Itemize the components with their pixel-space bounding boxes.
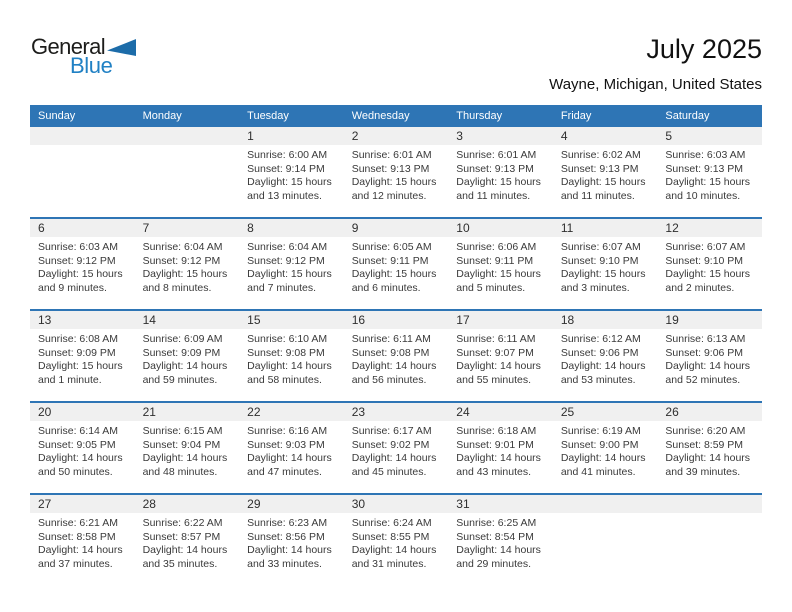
day-number: 8	[239, 219, 344, 237]
cell-daylight2: and 35 minutes.	[142, 557, 218, 570]
cell-daylight1: Daylight: 14 hours	[456, 360, 541, 372]
day-cell-22	[239, 403, 344, 493]
day-cell-empty	[553, 495, 658, 585]
cell-sunset: Sunset: 9:08 PM	[247, 346, 325, 359]
day-cell-14	[135, 311, 240, 401]
day-cell-29	[239, 495, 344, 585]
day-number: 22	[239, 403, 344, 421]
cell-daylight2: and 53 minutes.	[560, 373, 636, 386]
cell-sunset: Sunset: 9:04 PM	[142, 438, 221, 451]
cell-daylight2: and 3 minutes.	[560, 281, 630, 294]
weekday-header-saturday: Saturday	[665, 110, 710, 122]
cell-daylight1: Daylight: 14 hours	[38, 452, 123, 464]
cell-sunrise: Sunrise: 6:02 AM	[560, 149, 641, 161]
cell-daylight2: and 29 minutes.	[456, 557, 531, 570]
logo-text-blue: Blue	[70, 53, 113, 78]
cell-daylight1: Daylight: 15 hours	[560, 176, 646, 188]
day-cell-11	[553, 219, 658, 309]
day-number: 7	[135, 219, 240, 237]
cell-sunset: Sunset: 8:56 PM	[247, 530, 325, 543]
cell-sunset: Sunset: 9:00 PM	[560, 438, 639, 451]
calendar-weeks	[30, 127, 762, 585]
cell-daylight1: Daylight: 14 hours	[38, 544, 123, 556]
day-cell-31	[448, 495, 553, 585]
weekday-header-wednesday: Wednesday	[351, 110, 410, 122]
cell-sunset: Sunset: 9:09 PM	[142, 346, 221, 359]
cell-daylight2: and 56 minutes.	[351, 373, 427, 386]
cell-sunset: Sunset: 9:13 PM	[456, 162, 534, 175]
cell-daylight1: Daylight: 14 hours	[247, 452, 332, 464]
cell-daylight2: and 52 minutes.	[665, 373, 741, 386]
general-blue-logo	[31, 36, 136, 77]
day-cell-27	[30, 495, 135, 585]
page-location: Wayne, Michigan, United States	[549, 76, 762, 93]
cell-daylight1: Daylight: 15 hours	[665, 268, 751, 280]
cell-daylight2: and 12 minutes.	[351, 189, 427, 202]
cell-daylight1: Daylight: 14 hours	[665, 360, 751, 372]
cell-sunset: Sunset: 8:55 PM	[351, 530, 430, 543]
cell-daylight1: Daylight: 15 hours	[665, 176, 751, 188]
day-number: 19	[657, 311, 762, 329]
cell-daylight1: Daylight: 15 hours	[456, 176, 541, 188]
cell-sunrise: Sunrise: 6:14 AM	[38, 425, 118, 437]
day-number: 14	[135, 311, 240, 329]
cell-daylight2: and 6 minutes.	[351, 281, 421, 294]
cell-daylight1: Daylight: 15 hours	[38, 268, 123, 280]
day-number: 1	[239, 127, 344, 145]
cell-sunrise: Sunrise: 6:03 AM	[665, 149, 746, 161]
day-number: 28	[135, 495, 240, 513]
week-row	[30, 217, 762, 309]
cell-sunset: Sunset: 9:08 PM	[351, 346, 430, 359]
day-number: 24	[448, 403, 553, 421]
cell-sunset: Sunset: 9:12 PM	[247, 254, 325, 267]
cell-daylight1: Daylight: 14 hours	[665, 452, 751, 464]
day-cell-2	[344, 127, 449, 217]
cell-daylight2: and 43 minutes.	[456, 465, 531, 478]
cell-daylight2: and 39 minutes.	[665, 465, 741, 478]
cell-sunrise: Sunrise: 6:23 AM	[247, 517, 328, 529]
cell-sunrise: Sunrise: 6:01 AM	[351, 149, 432, 161]
day-number: 27	[30, 495, 135, 513]
cell-daylight2: and 2 minutes.	[665, 281, 735, 294]
cell-sunrise: Sunrise: 6:00 AM	[247, 149, 328, 161]
cell-daylight2: and 33 minutes.	[247, 557, 322, 570]
cell-daylight1: Daylight: 14 hours	[247, 544, 332, 556]
cell-sunrise: Sunrise: 6:18 AM	[456, 425, 537, 437]
day-number: 31	[448, 495, 553, 513]
day-number: 20	[30, 403, 135, 421]
cell-sunrise: Sunrise: 6:24 AM	[351, 517, 432, 529]
cell-daylight1: Daylight: 14 hours	[351, 452, 437, 464]
cell-sunrise: Sunrise: 6:20 AM	[665, 425, 746, 437]
day-number: 4	[553, 127, 658, 145]
day-cell-10	[448, 219, 553, 309]
cell-sunrise: Sunrise: 6:07 AM	[665, 241, 746, 253]
cell-sunset: Sunset: 8:54 PM	[456, 530, 534, 543]
cell-sunset: Sunset: 9:11 PM	[351, 254, 429, 267]
cell-daylight1: Daylight: 14 hours	[560, 360, 646, 372]
day-number: 10	[448, 219, 553, 237]
day-cell-empty	[657, 495, 762, 585]
day-number: 17	[448, 311, 553, 329]
cell-sunset: Sunset: 9:12 PM	[142, 254, 221, 267]
day-cell-24	[448, 403, 553, 493]
cell-sunrise: Sunrise: 6:22 AM	[142, 517, 223, 529]
cell-daylight1: Daylight: 14 hours	[351, 544, 437, 556]
day-number	[657, 495, 762, 513]
cell-daylight2: and 59 minutes.	[142, 373, 218, 386]
cell-daylight2: and 48 minutes.	[142, 465, 218, 478]
day-cell-1	[239, 127, 344, 217]
cell-sunrise: Sunrise: 6:04 AM	[142, 241, 223, 253]
weekday-header-sunday: Sunday	[38, 110, 76, 122]
day-number: 13	[30, 311, 135, 329]
day-number: 18	[553, 311, 658, 329]
page-title: July 2025	[646, 34, 762, 64]
cell-daylight1: Daylight: 14 hours	[456, 544, 541, 556]
cell-daylight2: and 58 minutes.	[247, 373, 322, 386]
cell-sunrise: Sunrise: 6:08 AM	[38, 333, 118, 345]
day-cell-28	[135, 495, 240, 585]
day-cell-18	[553, 311, 658, 401]
weekday-header-monday: Monday	[142, 110, 182, 122]
cell-sunset: Sunset: 9:02 PM	[351, 438, 430, 451]
day-number: 26	[657, 403, 762, 421]
cell-sunrise: Sunrise: 6:19 AM	[560, 425, 641, 437]
cell-sunset: Sunset: 9:13 PM	[351, 162, 430, 175]
cell-sunrise: Sunrise: 6:06 AM	[456, 241, 537, 253]
cell-daylight2: and 47 minutes.	[247, 465, 322, 478]
day-cell-21	[135, 403, 240, 493]
calendar-table	[30, 105, 762, 585]
cell-daylight2: and 55 minutes.	[456, 373, 531, 386]
cell-sunrise: Sunrise: 6:15 AM	[142, 425, 223, 437]
cell-daylight2: and 11 minutes.	[560, 189, 635, 202]
week-row	[30, 493, 762, 585]
day-cell-19	[657, 311, 762, 401]
cell-daylight1: Daylight: 15 hours	[38, 360, 123, 372]
cell-daylight2: and 13 minutes.	[247, 189, 322, 202]
cell-daylight2: and 8 minutes.	[142, 281, 212, 294]
weekday-header-row	[30, 105, 762, 127]
day-number: 5	[657, 127, 762, 145]
day-cell-12	[657, 219, 762, 309]
week-row	[30, 127, 762, 217]
cell-sunset: Sunset: 9:03 PM	[247, 438, 325, 451]
week-row	[30, 309, 762, 401]
cell-sunset: Sunset: 9:07 PM	[456, 346, 534, 359]
day-cell-13	[30, 311, 135, 401]
cell-sunset: Sunset: 8:58 PM	[38, 530, 116, 543]
cell-sunset: Sunset: 9:11 PM	[456, 254, 534, 267]
day-cell-16	[344, 311, 449, 401]
cell-sunrise: Sunrise: 6:05 AM	[351, 241, 432, 253]
day-cell-5	[657, 127, 762, 217]
cell-sunrise: Sunrise: 6:07 AM	[560, 241, 641, 253]
weekday-header-friday: Friday	[560, 110, 592, 122]
cell-sunrise: Sunrise: 6:12 AM	[560, 333, 641, 345]
cell-daylight2: and 45 minutes.	[351, 465, 427, 478]
day-number: 3	[448, 127, 553, 145]
cell-sunrise: Sunrise: 6:04 AM	[247, 241, 328, 253]
cell-sunset: Sunset: 9:13 PM	[560, 162, 639, 175]
cell-sunset: Sunset: 9:01 PM	[456, 438, 534, 451]
cell-daylight1: Daylight: 14 hours	[456, 452, 541, 464]
day-number: 15	[239, 311, 344, 329]
cell-sunset: Sunset: 9:05 PM	[38, 438, 116, 451]
day-number	[553, 495, 658, 513]
cell-sunset: Sunset: 9:12 PM	[38, 254, 116, 267]
day-number: 23	[344, 403, 449, 421]
cell-daylight2: and 7 minutes.	[247, 281, 317, 294]
cell-daylight1: Daylight: 14 hours	[142, 360, 228, 372]
day-cell-30	[344, 495, 449, 585]
cell-sunset: Sunset: 9:14 PM	[247, 162, 325, 175]
day-cell-7	[135, 219, 240, 309]
cell-daylight2: and 50 minutes.	[38, 465, 113, 478]
cell-daylight1: Daylight: 14 hours	[247, 360, 332, 372]
cell-sunset: Sunset: 8:59 PM	[665, 438, 744, 451]
cell-daylight2: and 41 minutes.	[560, 465, 636, 478]
day-number	[135, 127, 240, 145]
cell-daylight1: Daylight: 15 hours	[456, 268, 541, 280]
cell-sunset: Sunset: 9:10 PM	[560, 254, 639, 267]
cell-daylight1: Daylight: 14 hours	[142, 452, 228, 464]
cell-daylight2: and 37 minutes.	[38, 557, 113, 570]
cell-sunset: Sunset: 9:06 PM	[665, 346, 744, 359]
cell-sunrise: Sunrise: 6:13 AM	[665, 333, 746, 345]
day-cell-empty	[135, 127, 240, 217]
weekday-header-tuesday: Tuesday	[247, 110, 289, 122]
cell-sunrise: Sunrise: 6:25 AM	[456, 517, 537, 529]
day-number: 11	[553, 219, 658, 237]
weekday-header-thursday: Thursday	[456, 110, 503, 122]
day-number: 25	[553, 403, 658, 421]
cell-daylight1: Daylight: 15 hours	[351, 268, 437, 280]
day-cell-8	[239, 219, 344, 309]
cell-sunset: Sunset: 9:09 PM	[38, 346, 116, 359]
cell-daylight1: Daylight: 14 hours	[142, 544, 228, 556]
day-cell-25	[553, 403, 658, 493]
cell-daylight1: Daylight: 15 hours	[247, 176, 332, 188]
cell-sunset: Sunset: 9:10 PM	[665, 254, 744, 267]
cell-daylight1: Daylight: 14 hours	[351, 360, 437, 372]
cell-daylight1: Daylight: 14 hours	[560, 452, 646, 464]
cell-daylight2: and 31 minutes.	[351, 557, 427, 570]
cell-sunrise: Sunrise: 6:10 AM	[247, 333, 328, 345]
cell-sunrise: Sunrise: 6:03 AM	[38, 241, 118, 253]
cell-sunset: Sunset: 8:57 PM	[142, 530, 221, 543]
day-number	[30, 127, 135, 145]
day-cell-26	[657, 403, 762, 493]
day-number: 21	[135, 403, 240, 421]
day-cell-17	[448, 311, 553, 401]
day-cell-4	[553, 127, 658, 217]
day-cell-15	[239, 311, 344, 401]
cell-sunrise: Sunrise: 6:09 AM	[142, 333, 223, 345]
day-number: 9	[344, 219, 449, 237]
day-number: 29	[239, 495, 344, 513]
day-number: 2	[344, 127, 449, 145]
week-row	[30, 401, 762, 493]
cell-daylight1: Daylight: 15 hours	[351, 176, 437, 188]
cell-daylight2: and 9 minutes.	[38, 281, 107, 294]
cell-sunrise: Sunrise: 6:21 AM	[38, 517, 118, 529]
cell-sunrise: Sunrise: 6:16 AM	[247, 425, 328, 437]
cell-daylight2: and 11 minutes.	[456, 189, 531, 202]
day-cell-6	[30, 219, 135, 309]
cell-sunrise: Sunrise: 6:01 AM	[456, 149, 537, 161]
cell-daylight2: and 1 minute.	[38, 373, 102, 386]
day-cell-9	[344, 219, 449, 309]
day-cell-23	[344, 403, 449, 493]
cell-daylight2: and 10 minutes.	[665, 189, 741, 202]
day-number: 30	[344, 495, 449, 513]
day-cell-empty	[30, 127, 135, 217]
cell-daylight2: and 5 minutes.	[456, 281, 526, 294]
day-number: 12	[657, 219, 762, 237]
cell-daylight1: Daylight: 15 hours	[560, 268, 646, 280]
day-number: 6	[30, 219, 135, 237]
day-cell-20	[30, 403, 135, 493]
cell-sunrise: Sunrise: 6:11 AM	[456, 333, 536, 345]
logo-text-general: General	[31, 34, 106, 59]
cell-sunrise: Sunrise: 6:11 AM	[351, 333, 431, 345]
cell-daylight1: Daylight: 15 hours	[142, 268, 228, 280]
day-cell-3	[448, 127, 553, 217]
cell-sunset: Sunset: 9:06 PM	[560, 346, 639, 359]
cell-daylight1: Daylight: 15 hours	[247, 268, 332, 280]
cell-sunrise: Sunrise: 6:17 AM	[351, 425, 432, 437]
cell-sunset: Sunset: 9:13 PM	[665, 162, 744, 175]
day-number: 16	[344, 311, 449, 329]
